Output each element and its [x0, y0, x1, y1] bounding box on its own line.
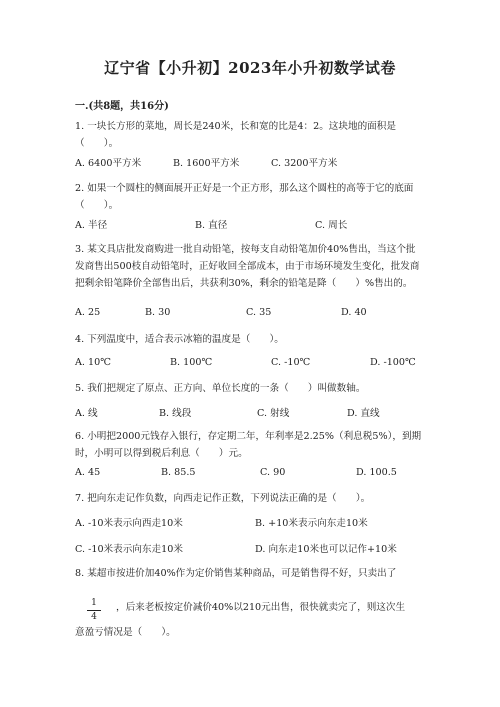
question-5: 5. 我们把规定了原点、正方向、单位长度的一条（ ）叫做数轴。: [75, 383, 366, 394]
question-3-option-d[interactable]: D. 40: [341, 307, 367, 318]
question-2: 2. 如果一个圆柱的侧面展开正好是一个正方形，那么这个圆柱的高等于它的底面（ ）。: [75, 183, 414, 211]
question-6-option-b[interactable]: B. 85.5: [161, 467, 196, 478]
question-7-option-d[interactable]: D. 向东走10米也可以记作+10米: [255, 544, 397, 555]
fraction-bar: [87, 610, 101, 611]
question-7-options-row-2: [75, 541, 425, 555]
question-8: 8. 某超市按进价加40%作为定价销售某种商品，可是销售得不好，只卖出了: [75, 568, 397, 579]
question-8-fraction: [87, 598, 101, 623]
question-6-options: [75, 467, 425, 481]
question-5-option-a[interactable]: A. 线: [75, 408, 98, 419]
question-2-option-a[interactable]: A. 半径: [75, 220, 108, 231]
question-4-options: [75, 357, 425, 371]
exam-title: 辽宁省【小升初】2023年小升初数学试卷: [104, 59, 396, 77]
question-4-option-a[interactable]: A. 10℃: [75, 357, 111, 368]
question-5-option-d[interactable]: D. 直线: [347, 408, 380, 419]
question-2-options: [75, 217, 425, 231]
question-4: 4. 下列温度中，适合表示冰箱的温度是（ ）。: [75, 334, 284, 345]
question-4-option-d[interactable]: D. -100℃: [370, 357, 416, 368]
question-1-options: [75, 155, 425, 169]
question-6-option-a[interactable]: A. 45: [75, 467, 101, 478]
section-heading: 一.(共8题，共16分): [75, 101, 169, 112]
question-2-option-b[interactable]: B. 直径: [195, 220, 228, 231]
fraction-numerator: 1: [91, 598, 97, 608]
question-2-option-c[interactable]: C. 周长: [315, 220, 348, 231]
question-4-option-c[interactable]: C. -10℃: [271, 357, 311, 368]
question-6-option-c[interactable]: C. 90: [260, 467, 286, 478]
question-7: 7. 把向东走记作负数，向西走记作正数，下列说法正确的是（ ）。: [75, 493, 371, 504]
question-8-continued: ，后来老板按定价减价40%以210元出售，很快就卖完了，则这次生: [116, 602, 406, 613]
question-5-option-c[interactable]: C. 射线: [257, 408, 290, 419]
question-3-option-b[interactable]: B. 30: [145, 307, 171, 318]
question-7-options-row-1: [75, 515, 425, 529]
question-5-options: [75, 405, 425, 419]
fraction-denominator: 4: [91, 612, 97, 622]
question-3-option-a[interactable]: A. 25: [75, 307, 101, 318]
question-5-option-b[interactable]: B. 线段: [159, 408, 192, 419]
question-7-option-a[interactable]: A. -10米表示向西走10米: [75, 518, 183, 529]
question-3: 3. 某文具店批发商购进一批自动铅笔，按每支自动铅笔加价40%售出，当这个批发商售出500枝自动铅笔时，正好收回全部成本，由于市场环境发生变化，批发商把剩余铅笔降价全部售出后，共获利30%，剩余的铅笔是降（ ）%售出的。: [75, 244, 420, 289]
question-1: 1. 一块长方形的菜地，周长是240米，长和宽的比是4：2。这块地的面积是（ ）。: [75, 121, 396, 149]
question-4-option-b[interactable]: B. 100℃: [170, 357, 213, 368]
question-1-option-c[interactable]: C. 3200平方米: [271, 158, 338, 169]
question-7-option-b[interactable]: B. +10米表示向东走10米: [255, 518, 368, 529]
question-7-option-c[interactable]: C. -10米表示向东走10米: [75, 544, 183, 555]
question-1-option-b[interactable]: B. 1600平方米: [173, 158, 240, 169]
question-6-option-d[interactable]: D. 100.5: [356, 467, 397, 478]
question-1-option-a[interactable]: A. 6400平方米: [75, 158, 142, 169]
question-3-option-c[interactable]: C. 35: [246, 307, 272, 318]
question-3-options: [75, 307, 425, 321]
question-8-last-line: 意盈亏情况是（ ）。: [75, 627, 176, 638]
question-6: 6. 小明把2000元钱存入银行，存定期二年，年利率是2.25%（利息税5%），到期时，小明可以得到税后利息（ ）元。: [75, 431, 422, 459]
